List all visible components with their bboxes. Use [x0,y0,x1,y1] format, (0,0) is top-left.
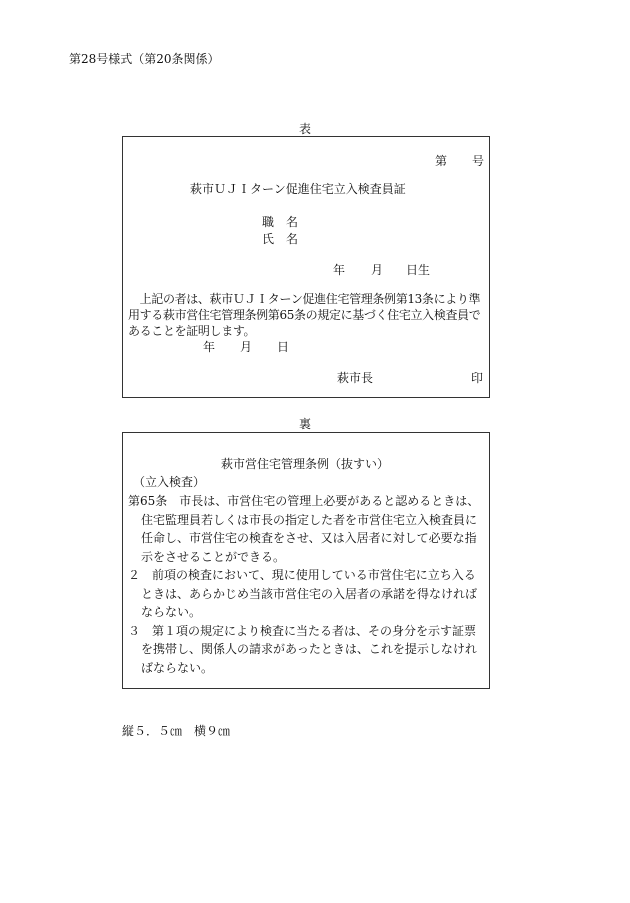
birth-year-label: 年 [333,263,346,277]
back-heading: 裏 [299,417,312,431]
number-dai: 第 [435,154,448,168]
size-note: 縦５．５㎝ 横９㎝ [122,724,231,738]
front-card [122,136,490,398]
form-title: 第28号様式（第20条関係） [69,52,220,66]
article-paragraph-2: ２ 前項の検査において、現に使用している市営住宅に立ち入るときは、あらかじめ当該市営住宅の入居者の承諾を得なければならない。 [128,568,478,619]
article-body [128,492,485,677]
section-subheading: （立入検査） [133,475,206,489]
date-day-label: 日 [277,340,290,354]
name-label: 氏 名 [262,232,299,246]
seal-mark: 印 [471,371,484,385]
back-card [122,432,490,689]
ordinance-title: 萩市営住宅管理条例（抜すい） [221,457,390,471]
card-title: 萩市ＵＪＩターン促進住宅立入検査員証 [190,182,406,196]
issuer-label: 萩市長 [337,371,374,385]
birth-month-label: 月 [371,263,384,277]
number-go: 号 [472,154,485,168]
date-year-label: 年 [203,340,216,354]
article-paragraph-1: 第65条 市長は、市営住宅の管理上必要があると認めるときは、住宅監理員若しくは市長の指定した者を市営住宅立入検査員に任命し、市営住宅の検査をさせ、又は入居者に対して必要な指示をさせることができる。 [128,494,480,564]
certification-text: 上記の者は、萩市ＵＪＩターン促進住宅管理条例第13条により準用する萩市営住宅管理条例第65条の規定に基づく住宅立入検査員であることを証明します。 [128,292,481,338]
date-month-label: 月 [240,340,253,354]
birth-day-label: 日生 [406,263,431,277]
article-paragraph-3: ３ 第１項の規定により検査に当たる者は、その身分を示す証票を携帯し、関係人の請求があったときは、これを提示しなければならない。 [128,623,477,675]
front-heading: 表 [299,122,312,136]
job-title-label: 職 名 [262,215,299,229]
